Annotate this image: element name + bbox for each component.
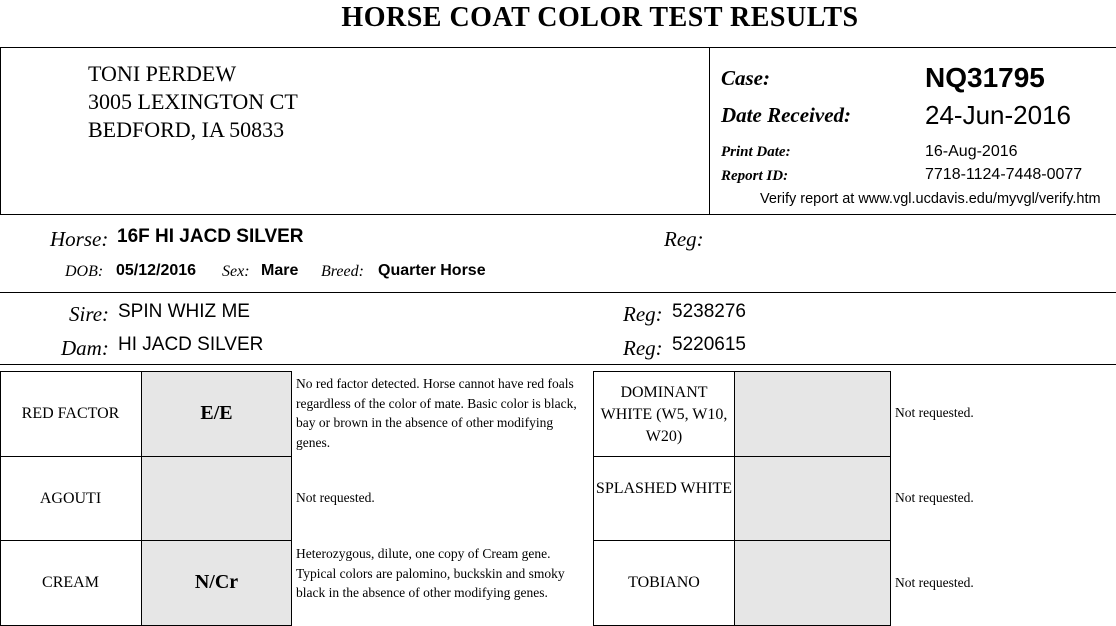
gene-label-tobiano: TOBIANO: [628, 574, 700, 591]
date-received-label: Date Received:: [721, 103, 852, 127]
header-divider: [709, 47, 710, 215]
horse-name: 16F HI JACD SILVER: [117, 226, 304, 247]
gene-label-cream: CREAM: [42, 574, 99, 591]
description-tobiano: Not requested.: [895, 575, 974, 590]
description-red-factor: No red factor detected. Horse cannot have red foals regardless of the color of mate. Basic color is black, bay or brown in the absence of other modifying genes.: [296, 376, 577, 450]
sex-value: Mare: [261, 262, 299, 279]
sire-label: Sire:: [69, 302, 110, 326]
description-agouti: Not requested.: [296, 490, 375, 505]
print-date-value: 16-Aug-2016: [925, 143, 1018, 160]
left-table-col2: [291, 371, 292, 626]
right-table-top: [593, 371, 890, 372]
dob-value: 05/12/2016: [116, 262, 197, 279]
report-title: HORSE COAT COLOR TEST RESULTS: [341, 2, 859, 33]
owner-name: TONI PERDEW: [88, 61, 237, 86]
description-dominant-white: Not requested.: [895, 405, 974, 420]
sire-reg-label: Reg:: [623, 302, 663, 326]
header-bottom-border: [0, 214, 1116, 215]
right-table-col1: [734, 371, 735, 626]
left-table-top: [0, 371, 291, 372]
gene-label-agouti: AGOUTI: [39, 490, 102, 507]
breed-value: Quarter Horse: [378, 262, 486, 279]
description-cream: Heterozygous, dilute, one copy of Cream gene. Typical colors are palomino, buckskin and smoky black in the absence of other modifying genes.: [296, 546, 565, 600]
header-top-border: [0, 47, 1116, 48]
print-date-label: Print Date:: [721, 144, 791, 160]
report-id-label: Report ID:: [721, 168, 789, 184]
horse-section-bottom-border: [0, 292, 1116, 293]
gene-label-red-factor: RED FACTOR: [21, 405, 120, 422]
report-id-value: 7718-1124-7448-0077: [925, 166, 1083, 183]
dam-reg-value: 5220615: [672, 334, 746, 355]
left-table-row1: [0, 456, 291, 457]
breed-label: Breed:: [321, 263, 364, 280]
genotype-red-factor: E/E: [200, 402, 233, 424]
dam-reg-label: Reg:: [623, 336, 663, 360]
owner-address: [88, 60, 298, 144]
right-genotype-column-bg: [735, 371, 890, 626]
horse-label: Horse:: [50, 227, 109, 251]
date-received-value: 24-Jun-2016: [925, 100, 1071, 130]
owner-city: BEDFORD, IA 50833: [88, 117, 285, 142]
verify-link[interactable]: Verify report at www.vgl.ucdavis.edu/myvgl/verify.htm: [760, 191, 1101, 207]
sire-value: SPIN WHIZ ME: [118, 301, 250, 322]
dob-label: DOB:: [65, 263, 104, 280]
right-table-col2: [890, 371, 891, 626]
gene-label-dominant-white: DOMINANT WHITE (W5, W10, W20): [600, 384, 728, 445]
description-splashed-white: Not requested.: [895, 490, 974, 505]
dam-value: HI JACD SILVER: [118, 334, 264, 355]
parents-section-bottom-border: [0, 364, 1116, 365]
horse-reg-label: Reg:: [664, 227, 704, 251]
header-left-border: [0, 47, 1, 215]
gene-label-splashed-white: SPLASHED WHITE: [595, 480, 733, 497]
sex-label: Sex:: [222, 263, 250, 280]
case-value: NQ31795: [925, 62, 1045, 93]
dam-label: Dam:: [61, 336, 109, 360]
genotype-cream: N/Cr: [194, 571, 239, 593]
right-table-row2: [593, 540, 890, 541]
case-label: Case:: [721, 66, 770, 90]
right-table-row1: [593, 456, 890, 457]
left-table-row2: [0, 540, 291, 541]
sire-reg-value: 5238276: [672, 301, 746, 322]
owner-street: 3005 LEXINGTON CT: [88, 89, 298, 114]
